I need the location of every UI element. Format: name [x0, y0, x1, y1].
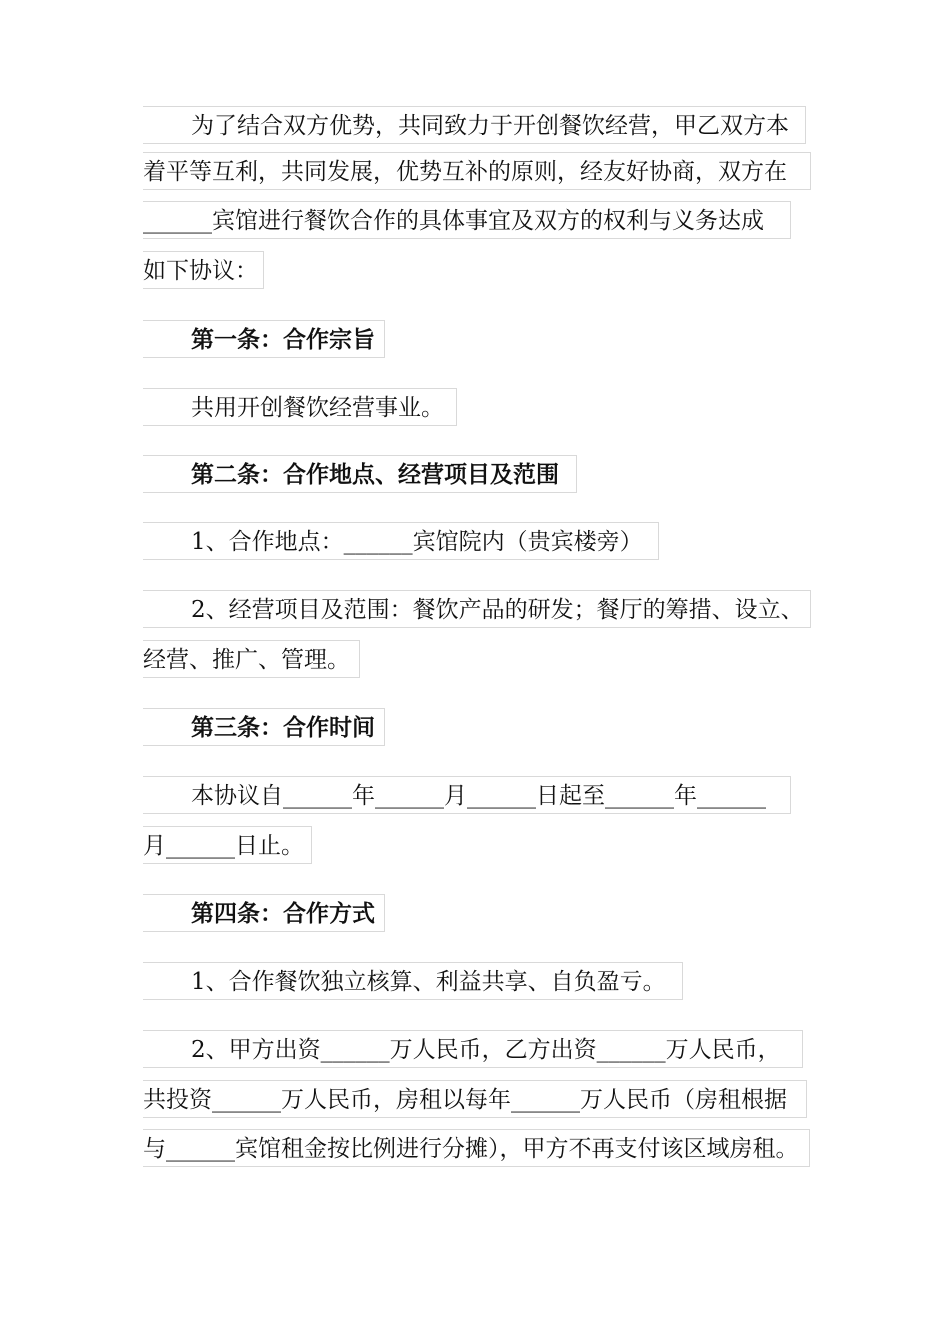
- article-4-item-2-line-1: 2、甲方出资______万人民币，乙方出资______万人民币，: [143, 1030, 803, 1068]
- article-1-body: 共用开创餐饮经营事业。: [143, 388, 457, 426]
- article-2-item-1: 1、合作地点：______宾馆院内（贵宾楼旁）: [143, 522, 659, 560]
- article-3-body-line-2: 月______日止。: [143, 826, 312, 864]
- article-3-heading: 第三条：合作时间: [143, 708, 385, 746]
- article-3-body-line-1: 本协议自______年______月______日起至______年______: [143, 776, 791, 814]
- article-2-heading: 第二条：合作地点、经营项目及范围: [143, 455, 577, 493]
- article-2-item-2-line-1: 2、经营项目及范围：餐饮产品的研发；餐厅的筹措、设立、: [143, 590, 811, 628]
- paragraph-intro-line-1: 为了结合双方优势，共同致力于开创餐饮经营，甲乙双方本: [143, 106, 806, 144]
- paragraph-intro-line-2: 着平等互利，共同发展，优势互补的原则，经友好协商，双方在: [143, 152, 811, 190]
- article-4-item-2-line-2: 共投资______万人民币，房租以每年______万人民币（房租根据: [143, 1080, 807, 1118]
- article-4-heading: 第四条：合作方式: [143, 894, 385, 932]
- article-2-item-2-line-2: 经营、推广、管理。: [143, 640, 360, 678]
- article-4-item-2-line-3: 与______宾馆租金按比例进行分摊），甲方不再支付该区域房租。: [143, 1129, 810, 1167]
- article-4-item-1: 1、合作餐饮独立核算、利益共享、自负盈亏。: [143, 962, 683, 1000]
- paragraph-intro-line-3: ______宾馆进行餐饮合作的具体事宜及双方的权利与义务达成: [143, 201, 791, 239]
- article-1-heading: 第一条：合作宗旨: [143, 320, 385, 358]
- paragraph-intro-line-4: 如下协议：: [143, 251, 264, 289]
